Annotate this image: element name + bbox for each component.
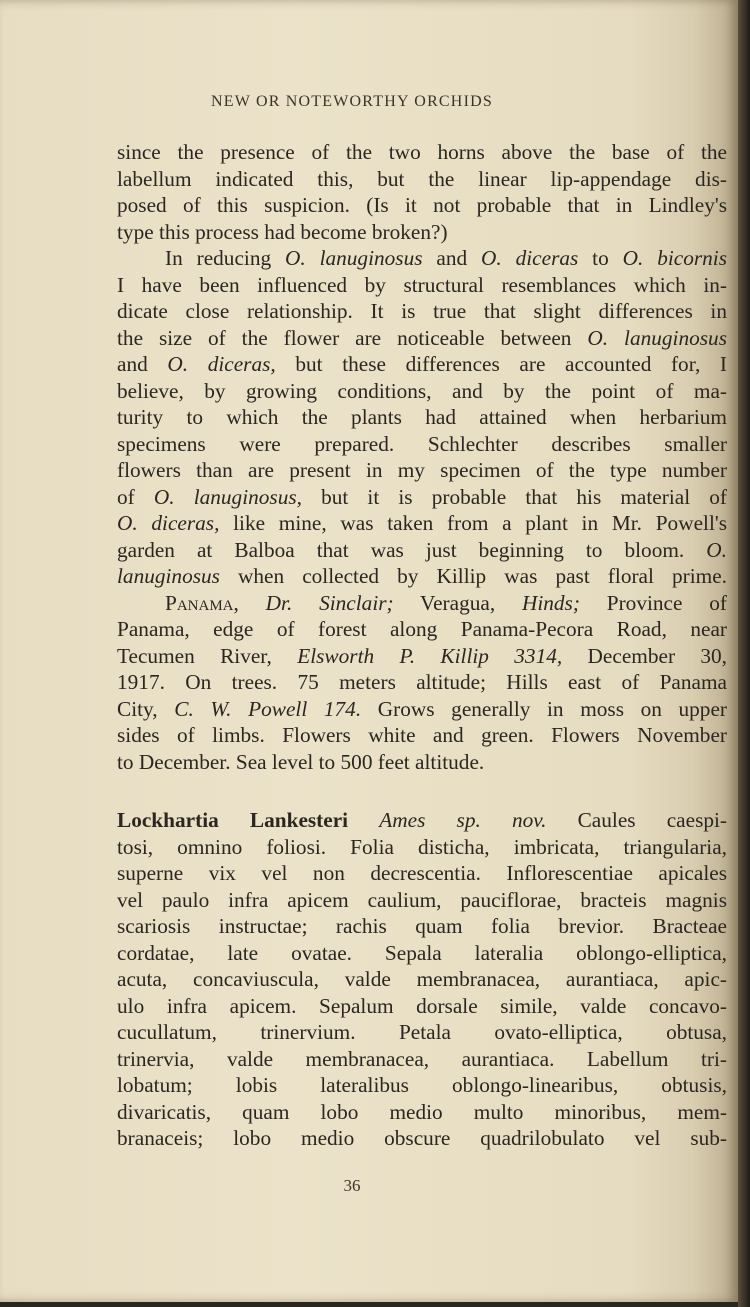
text-line: cucullatum, trinervium. Petala ovato-elliptica, obtusa, [117, 1020, 727, 1044]
text-run: Veragua, [393, 590, 522, 615]
text-line [117, 325, 727, 352]
text-run: like mine, was taken from a plant in Mr. Powell's [219, 511, 727, 535]
text-run: but it is probable that his material of [301, 484, 727, 509]
text-run: and [117, 352, 168, 376]
text-run: Grows generally in moss on upper [361, 696, 728, 721]
text-run: and [422, 246, 482, 270]
italic-text: O. bicornis [622, 246, 728, 270]
italic-text: O. [706, 537, 727, 562]
text-line [117, 807, 727, 834]
section-gap [117, 775, 727, 807]
text-line [117, 590, 727, 617]
text-line: trinervia, valde membranacea, aurantiaca. Labellum tri- [117, 1046, 727, 1071]
text-line: tosi, omnino foliosi. Folia disticha, imbricata, triangularia, [117, 834, 727, 859]
bold-text: Lockhartia Lankesteri [117, 808, 349, 832]
text-run [348, 808, 379, 832]
text-line: type this process had become broken?) [117, 219, 448, 244]
italic-text: Dr. Sinclair; [265, 590, 394, 615]
text-line [117, 696, 727, 723]
running-head: NEW OR NOTEWORTHY ORCHIDS [211, 93, 493, 110]
text-line: divaricatis, quam lobo medio multo minoribus, mem- [117, 1099, 727, 1124]
text-line: ulo infra apicem. Sepalum dorsale simile, valde concavo- [117, 993, 727, 1018]
italic-text: Hinds; [521, 590, 580, 615]
text-line: 1917. On trees. 75 meters altitude; Hills east of Panama [117, 670, 727, 694]
text-line: superne vix vel non decrescentia. Inflorescentiae apicales [117, 861, 727, 885]
text-run: to [578, 246, 623, 270]
text-line: dicate close relationship. It is true that slight differences in [117, 299, 727, 323]
body-text [117, 139, 727, 1152]
italic-text: O. diceras, [167, 352, 276, 376]
text-line: turity to which the plants had attained when herbarium [117, 405, 727, 429]
text-line [117, 484, 727, 511]
italic-text: lanuginosus [117, 564, 220, 588]
text-run: when collected by Killip was past floral prime. [219, 564, 727, 588]
text-line: since the presence of the two horns above the base of the [117, 140, 727, 164]
text-line [117, 537, 727, 564]
text-line: cordatae, late ovatae. Sepala lateralia oblongo-elliptica, [117, 940, 727, 965]
text-line: scariosis instructae; rachis quam folia brevior. Bracteae [117, 914, 727, 938]
text-line: branaceis; lobo medio obscure quadrilobulato vel sub- [117, 1126, 727, 1150]
text-line [117, 643, 727, 670]
text-run: City, [117, 696, 175, 721]
page-number: 36 [343, 1176, 361, 1195]
text-run: Caules caespi- [546, 808, 728, 832]
italic-text: Elsworth P. Killip 3314, [297, 643, 563, 668]
text-line: believe, by growing conditions, and by the point of ma- [117, 378, 727, 403]
text-run: In reducing [165, 246, 285, 270]
text-run: Tecumen River, [117, 643, 298, 668]
text-run: garden at Balboa that was just beginning to bloom. [117, 537, 707, 562]
text-line: lobatum; lobis lateralibus oblongo-linearibus, obtusis, [117, 1073, 727, 1097]
book-spine-shadow [738, 0, 750, 1307]
text-line: to December. Sea level to 500 feet altitude. [117, 749, 485, 774]
text-line [117, 510, 727, 537]
italic-text: O. diceras, [117, 511, 220, 535]
italic-text: O. lanuginosus, [153, 484, 302, 509]
text-line: labellum indicated this, but the linear lip-appendage dis- [117, 166, 727, 191]
italic-text: Ames sp. nov. [379, 808, 547, 832]
text-line [117, 351, 727, 378]
text-line: acuta, concaviuscula, valde membranacea, aurantiaca, apic- [117, 967, 727, 991]
text-run: December 30, [562, 643, 728, 668]
text-run [239, 591, 266, 615]
text-line [117, 245, 727, 272]
text-line [117, 563, 727, 590]
text-line: posed of this suspicion. (Is it not probable that in Lindley's [117, 193, 727, 217]
text-run: the size of the flower are noticeable between [117, 325, 588, 350]
italic-text: O. diceras [481, 246, 579, 270]
italic-text: O. lanuginosus [587, 325, 727, 350]
text-line: I have been influenced by structural resemblances which in- [117, 272, 727, 297]
text-line: specimens were prepared. Schlechter describes smaller [117, 431, 727, 456]
text-line: flowers than are present in my specimen of the type number [117, 458, 727, 482]
text-run: of [117, 484, 154, 509]
text-line: vel paulo infra apicem caulium, pauciflorae, bracteis magnis [117, 887, 727, 912]
text-line: Panama, edge of forest along Panama-Pecora Road, near [117, 617, 727, 641]
text-run: but these differences are accounted for, I [275, 352, 727, 376]
italic-text: O. lanuginosus [285, 246, 423, 270]
text-run: Province of [579, 590, 727, 615]
text-line: sides of limbs. Flowers white and green. Flowers November [117, 723, 727, 747]
italic-text: C. W. Powell 174. [174, 696, 362, 721]
small-caps-text: Panama, [165, 590, 239, 615]
